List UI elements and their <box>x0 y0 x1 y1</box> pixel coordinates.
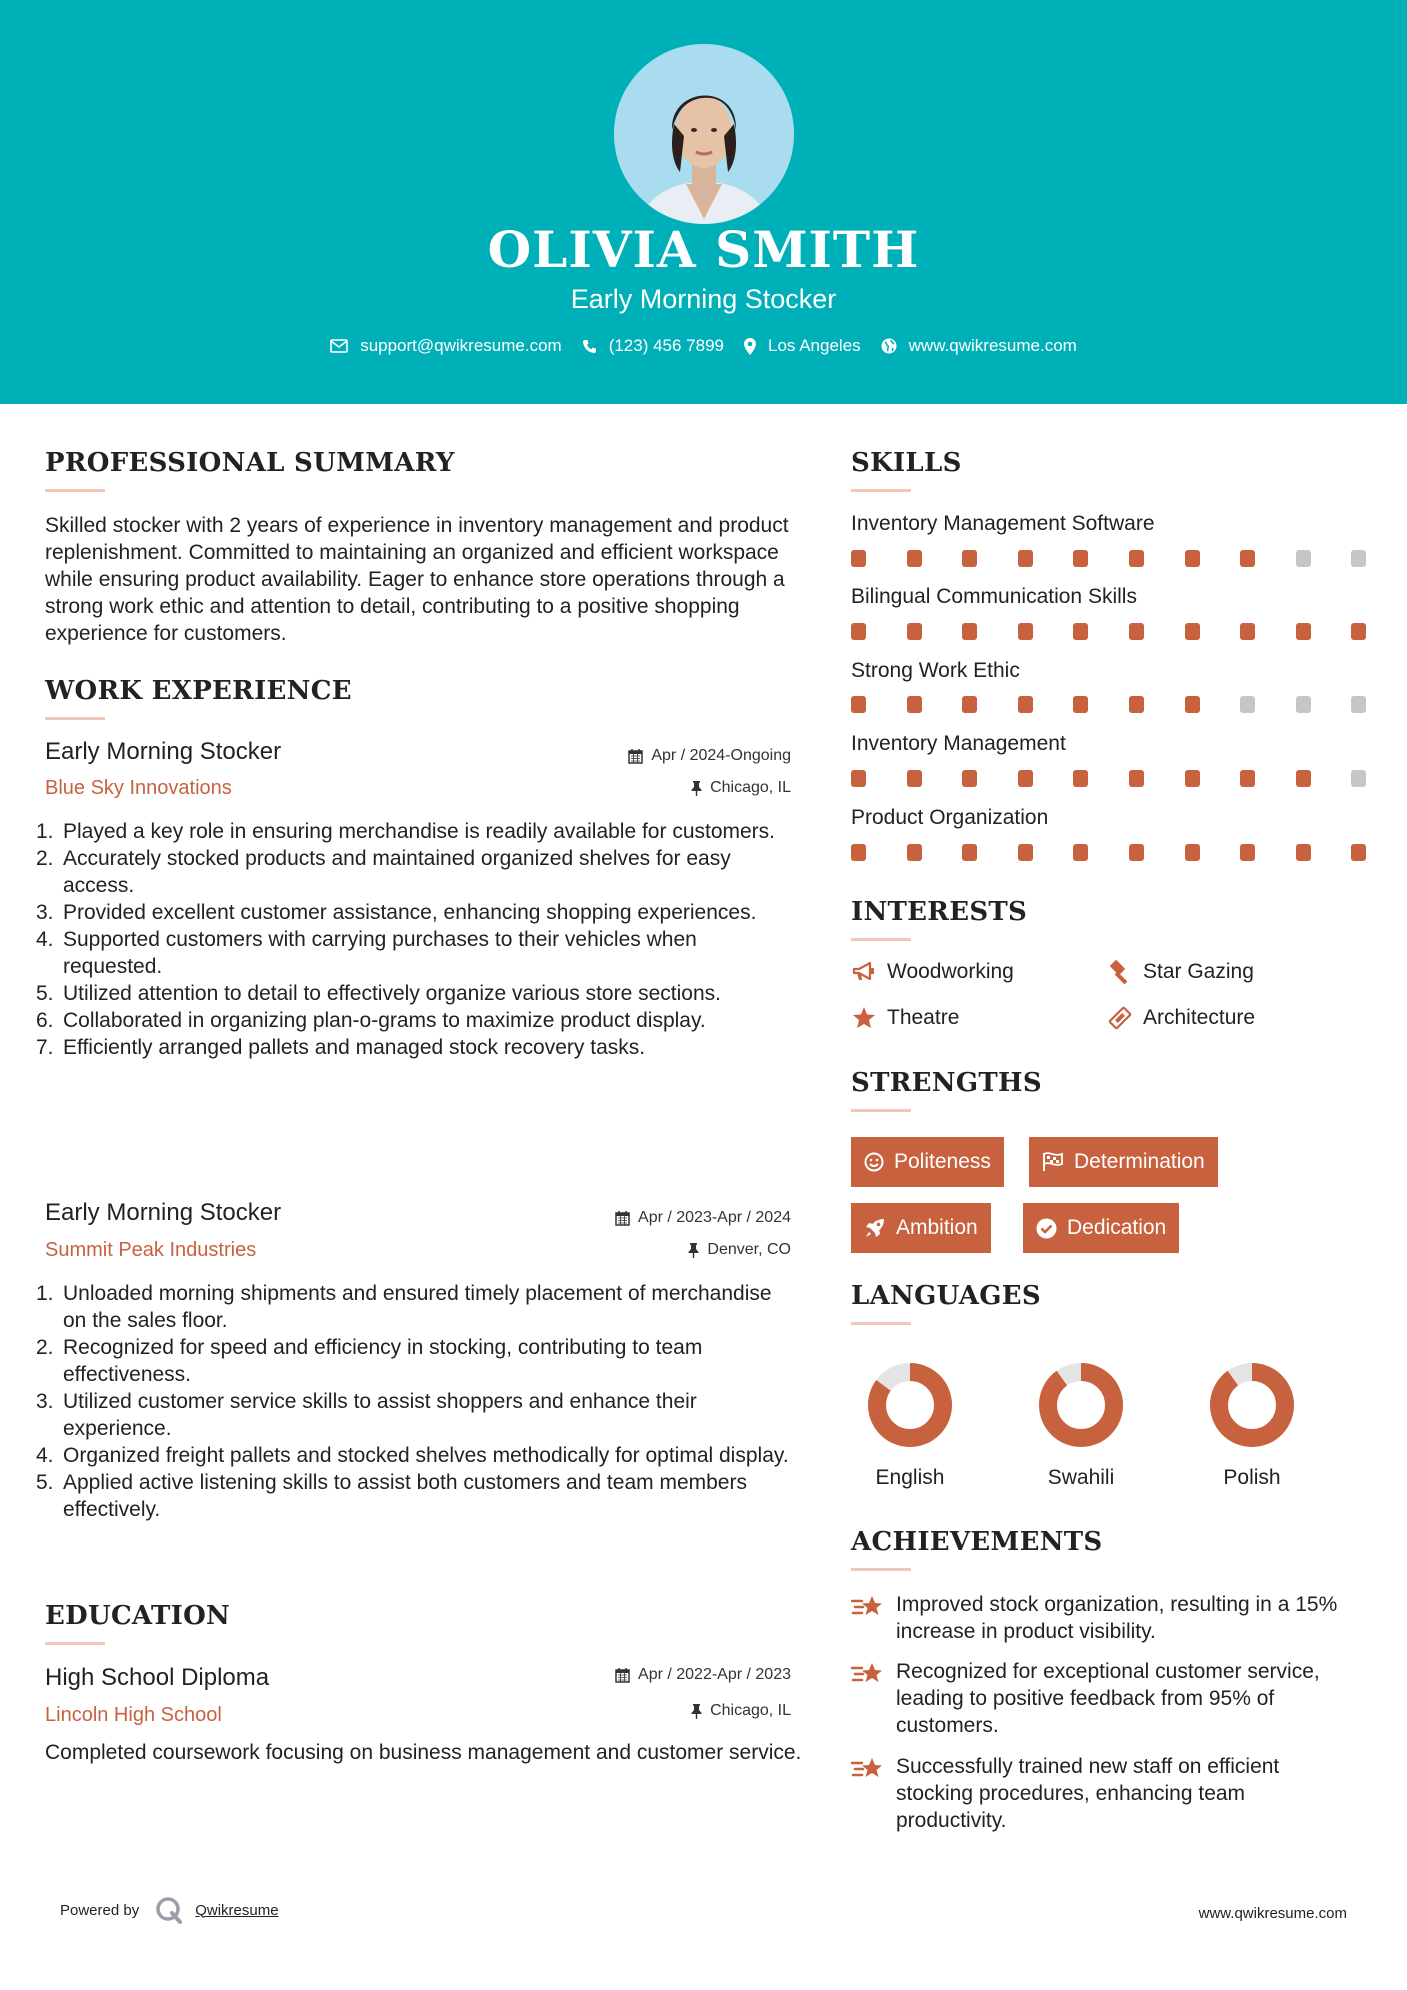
calendar-icon <box>615 1210 630 1226</box>
skill-rating-dot <box>1351 623 1366 640</box>
job-1-location <box>691 779 791 797</box>
location-text: Los Angeles <box>768 336 861 355</box>
contact-email[interactable] <box>330 336 562 356</box>
strength-politeness: Politeness <box>851 1137 1004 1187</box>
calendar-icon <box>615 1667 630 1683</box>
achievement-1: Improved stock organization, resulting in a 15% increase in product visibility. <box>851 1591 1351 1645</box>
skill-rating-dot <box>1073 696 1088 713</box>
skill-1-rating <box>851 550 1365 568</box>
job-1-title: Early Morning Stocker <box>45 738 282 765</box>
email-text: support@qwikresume.com <box>360 336 562 355</box>
achievements-heading: ACHIEVEMENTS <box>851 1527 1103 1557</box>
language-ring-polish <box>1219 1372 1285 1438</box>
list-item: 3. Provided excellent customer assistance, enhancing shopping experiences. <box>36 901 757 924</box>
skill-4-name: Inventory Management <box>851 732 1066 755</box>
skill-rating-dot <box>1351 696 1366 713</box>
skill-rating-dot <box>1351 550 1366 567</box>
list-item: 4. Organized freight pallets and stocked shelves methodically for optimal display. <box>36 1444 789 1467</box>
skill-1-name: Inventory Management Software <box>851 512 1155 535</box>
pushpin-icon <box>691 1704 702 1719</box>
job-2-location <box>688 1241 791 1259</box>
skill-rating-dot <box>851 770 866 787</box>
job-2-bullets <box>36 1280 796 1523</box>
skill-rating-dot <box>1018 696 1033 713</box>
education-underline <box>45 1642 105 1645</box>
list-item: 7. Efficiently arranged pallets and managed stock recovery tasks. <box>36 1036 646 1059</box>
skill-rating-dot <box>851 696 866 713</box>
skill-rating-dot <box>1018 770 1033 787</box>
contact-bar <box>0 336 1407 356</box>
list-item: 2. Recognized for speed and efficiency in stocking, contributing to team effectiveness. <box>36 1336 703 1386</box>
skill-rating-dot <box>1240 550 1255 567</box>
job-1-company: Blue Sky Innovations <box>45 777 232 799</box>
education-location <box>691 1702 791 1720</box>
skill-rating-dot <box>1073 770 1088 787</box>
ticket-icon <box>1107 1005 1133 1031</box>
skill-rating-dot <box>1129 770 1144 787</box>
contact-website[interactable] <box>881 336 1077 356</box>
skill-rating-dot <box>1351 844 1366 861</box>
skill-rating-dot <box>1351 770 1366 787</box>
pushpin-icon <box>691 781 702 796</box>
skill-rating-dot <box>851 623 866 640</box>
check-circle-icon <box>1036 1218 1057 1239</box>
strengths-underline <box>851 1109 911 1112</box>
list-item: 1. Played a key role in ensuring merchandise is readily available for customers. <box>36 820 776 843</box>
list-item: 5. Utilized attention to detail to effectively organize various store sections. <box>36 982 721 1005</box>
skill-rating-dot <box>962 623 977 640</box>
interests-heading: INTERESTS <box>851 897 1028 927</box>
interest-woodworking: Woodworking <box>851 959 1014 985</box>
bullhorn-icon <box>851 959 877 985</box>
qwikresume-link[interactable]: Qwikresume <box>195 1901 279 1919</box>
skill-rating-dot <box>1129 696 1144 713</box>
skill-rating-dot <box>1240 770 1255 787</box>
education-date-text: Apr / 2022-Apr / 2023 <box>638 1666 791 1683</box>
skill-rating-dot <box>962 696 977 713</box>
language-ring-swahili <box>1048 1372 1114 1438</box>
skill-rating-dot <box>1185 550 1200 567</box>
education-degree: High School Diploma <box>45 1664 270 1691</box>
skill-rating-dot <box>1185 770 1200 787</box>
skill-rating-dot <box>1018 623 1033 640</box>
job-2-company: Summit Peak Industries <box>45 1239 257 1261</box>
shooting-star-icon <box>851 1660 885 1739</box>
job-1-date-text: Apr / 2024-Ongoing <box>651 747 791 764</box>
profile-photo <box>614 44 794 224</box>
flag-checkered-icon <box>1042 1152 1064 1172</box>
skill-rating-dot <box>1296 844 1311 861</box>
interest-star-gazing: Star Gazing <box>1107 959 1254 985</box>
skill-rating-dot <box>1185 844 1200 861</box>
globe-icon <box>881 338 897 354</box>
list-item: 4. Supported customers with carrying purchases to their vehicles when requested. <box>36 928 697 978</box>
skill-2-rating <box>851 623 1365 641</box>
skill-rating-dot <box>1240 623 1255 640</box>
skill-5-name: Product Organization <box>851 806 1049 829</box>
interest-architecture: Architecture <box>1107 1005 1255 1031</box>
skill-3-name: Strong Work Ethic <box>851 659 1020 682</box>
skill-rating-dot <box>962 844 977 861</box>
skill-rating-dot <box>907 770 922 787</box>
skill-rating-dot <box>1129 550 1144 567</box>
shooting-star-icon <box>851 1593 885 1645</box>
phone-icon <box>582 339 597 354</box>
skill-rating-dot <box>962 550 977 567</box>
skill-rating-dot <box>1129 623 1144 640</box>
skill-rating-dot <box>1185 696 1200 713</box>
envelope-icon <box>330 339 348 353</box>
job-2-date <box>615 1209 791 1227</box>
skill-rating-dot <box>907 696 922 713</box>
star-icon <box>851 1005 877 1031</box>
smile-icon <box>864 1152 884 1172</box>
strength-determination: Determination <box>1029 1137 1218 1187</box>
language-rings <box>851 1360 1351 1450</box>
strengths-heading: STRENGTHS <box>851 1068 1042 1098</box>
list-item: 3. Utilized customer service skills to assist shoppers and enhance their experience. <box>36 1390 697 1440</box>
candidate-title: Early Morning Stocker <box>570 284 837 314</box>
pushpin-icon <box>688 1243 699 1258</box>
skill-rating-dot <box>1073 623 1088 640</box>
strength-ambition: Ambition <box>851 1203 991 1253</box>
languages-heading: LANGUAGES <box>851 1281 1041 1311</box>
skill-rating-dot <box>1185 623 1200 640</box>
education-description: Completed coursework focusing on business management and customer service. <box>45 1741 802 1764</box>
summary-underline <box>45 489 105 492</box>
skill-rating-dot <box>1073 550 1088 567</box>
skill-rating-dot <box>1018 550 1033 567</box>
achievements-underline <box>851 1568 911 1571</box>
list-item: 5. Applied active listening skills to assist both customers and team members effectively. <box>36 1471 747 1521</box>
skill-rating-dot <box>1018 844 1033 861</box>
rocket-icon <box>864 1217 886 1239</box>
skill-rating-dot <box>907 550 922 567</box>
languages-underline <box>851 1322 911 1325</box>
job-2-date-text: Apr / 2023-Apr / 2024 <box>638 1209 791 1226</box>
list-item: 1. Unloaded morning shipments and ensured timely placement of merchandise on the sales floor. <box>36 1282 772 1332</box>
map-marker-icon <box>744 338 756 355</box>
education-location-text: Chicago, IL <box>710 1702 791 1719</box>
footer-powered-by <box>60 1896 279 1924</box>
language-3-name: Polish <box>1223 1466 1281 1489</box>
skill-rating-dot <box>1129 844 1144 861</box>
skill-rating-dot <box>907 844 922 861</box>
job-1-location-text: Chicago, IL <box>710 779 791 796</box>
website-text: www.qwikresume.com <box>908 336 1077 355</box>
skills-heading: SKILLS <box>851 448 962 478</box>
skill-rating-dot <box>851 550 866 567</box>
language-1-name: English <box>875 1466 945 1489</box>
contact-phone[interactable] <box>582 336 724 356</box>
gavel-icon <box>1107 959 1133 985</box>
summary-heading: PROFESSIONAL SUMMARY <box>45 448 455 478</box>
powered-by-label: Powered by <box>60 1901 140 1919</box>
skill-rating-dot <box>907 623 922 640</box>
qwikresume-logo-icon <box>155 1896 183 1924</box>
job-1-date <box>628 747 791 765</box>
summary-text: Skilled stocker with 2 years of experience in inventory management and product replenishment. Committed to maintaining an organized and efficient workspace while ensuring product availability. Eager to enhance store operations through a strong work ethic and attention to detail, contributing to a positive shopping experience for customers. <box>45 514 789 645</box>
education-date <box>615 1666 791 1684</box>
skill-rating-dot <box>1073 844 1088 861</box>
experience-heading: WORK EXPERIENCE <box>45 676 352 706</box>
experience-underline <box>45 717 105 720</box>
contact-location <box>744 336 861 356</box>
skill-3-rating <box>851 696 1365 714</box>
skill-4-rating <box>851 770 1365 788</box>
achievement-2: Recognized for exceptional customer service, leading to positive feedback from 95% of customers. <box>851 1658 1351 1739</box>
skill-rating-dot <box>1296 623 1311 640</box>
job-1-bullets <box>36 818 796 1061</box>
education-heading: EDUCATION <box>45 1601 231 1631</box>
skill-5-rating <box>851 844 1365 862</box>
strength-dedication: Dedication <box>1023 1203 1179 1253</box>
calendar-icon <box>628 748 643 764</box>
list-item: 2. Accurately stocked products and maintained organized shelves for easy access. <box>36 847 731 897</box>
job-2-location-text: Denver, CO <box>707 1241 791 1258</box>
achievement-3: Successfully trained new staff on efficient stocking procedures, enhancing team productivity. <box>851 1753 1351 1834</box>
candidate-name: OLIVIA SMITH <box>487 220 920 279</box>
skill-rating-dot <box>1296 550 1311 567</box>
skill-rating-dot <box>1296 770 1311 787</box>
skill-rating-dot <box>1296 696 1311 713</box>
skill-rating-dot <box>1240 844 1255 861</box>
footer-website[interactable]: www.qwikresume.com <box>1198 1905 1347 1922</box>
job-2-title: Early Morning Stocker <box>45 1199 282 1226</box>
skill-rating-dot <box>851 844 866 861</box>
skill-rating-dot <box>962 770 977 787</box>
shooting-star-icon <box>851 1755 885 1834</box>
interest-theatre: Theatre <box>851 1005 959 1031</box>
education-school: Lincoln High School <box>45 1704 222 1726</box>
interests-underline <box>851 938 911 941</box>
skill-rating-dot <box>1240 696 1255 713</box>
skill-2-name: Bilingual Communication Skills <box>851 585 1137 608</box>
phone-text: (123) 456 7899 <box>608 336 725 355</box>
language-2-name: Swahili <box>1047 1466 1115 1489</box>
skills-underline <box>851 489 911 492</box>
list-item: 6. Collaborated in organizing plan-o-grams to maximize product display. <box>36 1009 706 1032</box>
resume-header <box>0 0 1407 404</box>
